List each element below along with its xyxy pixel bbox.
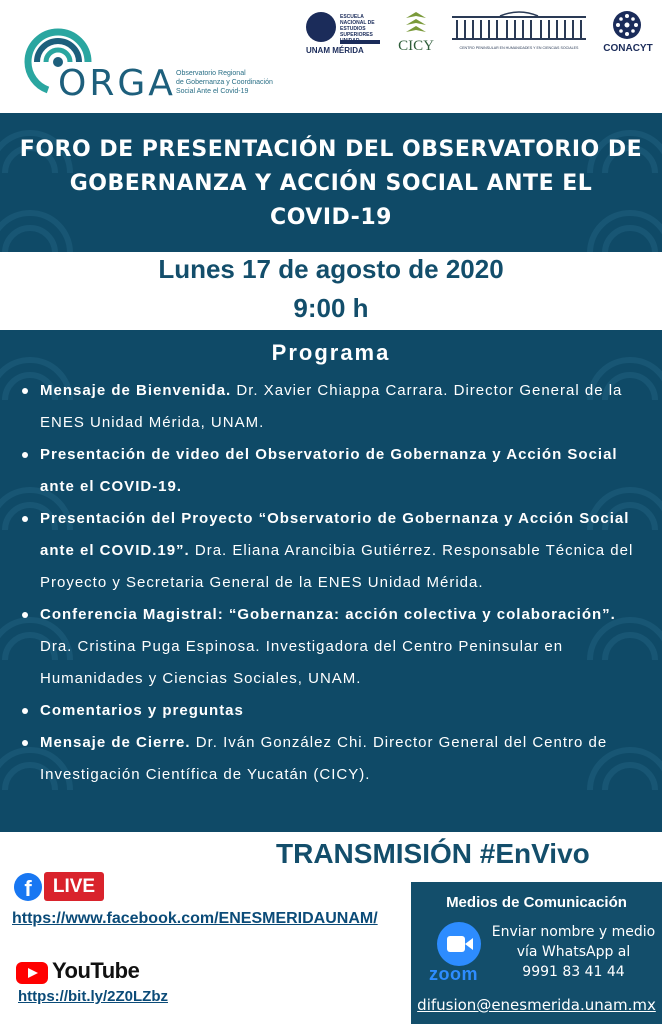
program-item-detail: Dr. Xavier Chiappa Carrara. Director General de la ENES Unidad Mérida, UNAM. xyxy=(40,382,623,431)
program-item-title: Presentación de video del Observatorio de Gobernanza y Acción Social ante el COVID-19. xyxy=(40,446,618,495)
facebook-link[interactable]: https://www.facebook.com/ENESMERIDAUNAM/ xyxy=(12,910,378,927)
program-item xyxy=(22,375,642,439)
youtube-link[interactable]: https://bit.ly/2Z0LZbz xyxy=(18,988,168,1005)
cicy-leaf-icon xyxy=(402,10,430,36)
conacyt-dots-icon xyxy=(612,10,642,40)
program-item xyxy=(22,503,642,599)
orga-subtitle xyxy=(176,69,296,96)
program-list xyxy=(22,375,642,791)
unam-logo-text: ESCUELA NACIONAL DE ESTUDIOS SUPERIORES xyxy=(340,14,375,38)
event-time: 9:00 h xyxy=(293,293,369,323)
cicy-logo xyxy=(394,10,438,56)
event-title-line: FORO DE PRESENTACIÓN DEL OBSERVATORIO DE xyxy=(19,137,643,162)
broadcast-heading: TRANSMISIÓN #EnVivo xyxy=(276,838,590,869)
program-item-title: Mensaje de Bienvenida. xyxy=(40,382,232,399)
conacyt-logo-text: CONACYT xyxy=(603,43,653,54)
event-title-line: COVID-19 xyxy=(270,205,392,230)
youtube-icon[interactable] xyxy=(16,962,48,984)
unam-seal-icon xyxy=(306,12,336,42)
camera-lens-icon xyxy=(465,938,473,950)
building-icon xyxy=(450,10,588,42)
program-item xyxy=(22,439,642,503)
camera-icon xyxy=(447,936,465,952)
live-badge: LIVE xyxy=(44,872,104,901)
orga-wordmark: ORGA xyxy=(58,63,176,104)
orga-subtitle-line: Observatorio Regional xyxy=(176,70,246,77)
conacyt-logo xyxy=(598,10,658,56)
whatsapp-number: 9991 83 41 44 xyxy=(522,964,625,980)
program-item xyxy=(22,727,642,791)
program-item xyxy=(22,599,642,695)
media-instructions-line: Enviar nombre y medio xyxy=(491,924,656,940)
program-heading: Programa xyxy=(271,340,391,365)
email-link[interactable]: difusion@enesmerida.unam.mx xyxy=(417,996,656,1014)
youtube-wordmark: YouTube xyxy=(52,958,140,983)
orga-subtitle-line: Social Ante el Covid-19 xyxy=(176,88,249,95)
media-heading: Medios de Comunicación xyxy=(446,894,627,911)
media-box xyxy=(411,882,662,1024)
zoom-wordmark: zoom xyxy=(429,964,478,984)
ciesas-logo xyxy=(446,10,592,56)
unam-logo xyxy=(306,10,384,56)
program-item-title: Presentación del Proyecto “Observatorio de Gobernanza y Acción Social ante el COVID.19”. xyxy=(40,510,630,559)
unam-divider xyxy=(340,40,380,44)
program-item-detail: Dra. Cristina Puga Espinosa. Investigadora del Centro Peninsular en Humanidades y Ciencias Sociales, UNAM. xyxy=(40,638,564,687)
orga-subtitle-line: de Gobernanza y Coordinación xyxy=(176,79,273,86)
program-item-title: Conferencia Magistral: “Gobernanza: acción colectiva y colaboración”. xyxy=(40,606,616,623)
program-item-title: Comentarios y preguntas xyxy=(40,702,244,719)
program-item xyxy=(22,695,642,727)
program-item-detail: Dra. Eliana Arancibia Gutiérrez. Responsable Técnica del Proyecto y Secretaria General de la ENES Unidad Mérida. xyxy=(40,542,634,591)
event-date: Lunes 17 de agosto de 2020 xyxy=(158,254,504,284)
facebook-icon[interactable]: f xyxy=(14,873,42,901)
zoom-icon[interactable] xyxy=(437,922,481,966)
header xyxy=(0,0,662,113)
media-instructions xyxy=(491,922,656,982)
event-title-line: GOBERNANZA Y ACCIÓN SOCIAL ANTE EL xyxy=(69,171,593,196)
event-title xyxy=(0,133,662,235)
program-item-title: Mensaje de Cierre. xyxy=(40,734,191,751)
media-instructions-line: vía WhatsApp al xyxy=(516,944,631,960)
cicy-logo-text: CICY xyxy=(398,38,434,54)
unam-logo-footer: UNAM MÉRIDA xyxy=(306,46,364,55)
program-item-detail: Dr. Iván González Chi. Director General del Centro de Investigación Científica de Yucatán (CICY). xyxy=(40,734,608,783)
ciesas-logo-text: CENTRO PENINSULAR EN HUMANIDADES Y EN CIENCIAS SOCIALES xyxy=(459,46,579,50)
